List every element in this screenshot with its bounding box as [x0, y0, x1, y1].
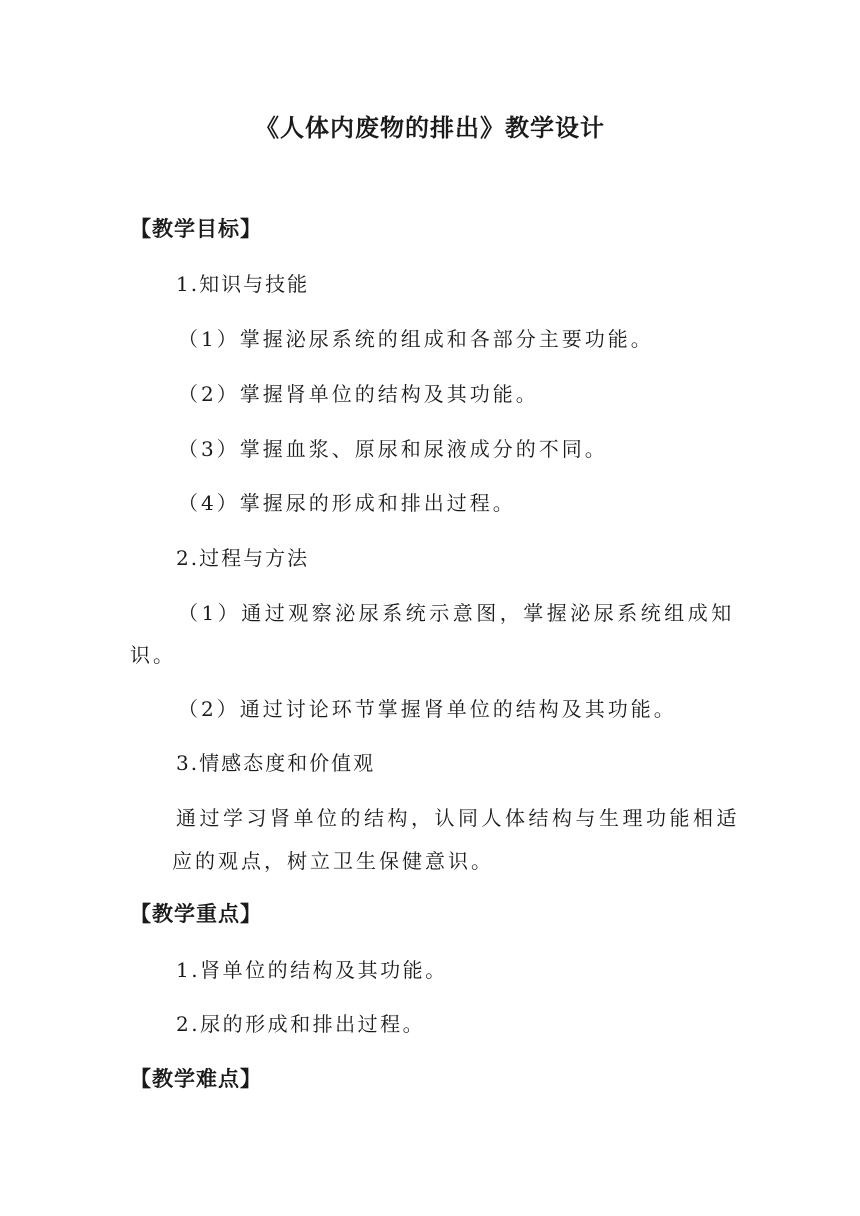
document-title: 《人体内废物的排出》教学设计 [255, 114, 605, 142]
process-item-line: 识。 [130, 643, 176, 667]
subsection-knowledge: 1.知识与技能 [176, 272, 310, 296]
knowledge-item: （4）掌握尿的形成和排出过程。 [178, 491, 516, 515]
section-heading-difficulties: 【教学难点】 [130, 1067, 262, 1091]
knowledge-item: （1）掌握泌尿系统的组成和各部分主要功能。 [178, 327, 654, 351]
subsection-process: 2.过程与方法 [176, 546, 310, 570]
section-heading-key-points: 【教学重点】 [130, 902, 262, 926]
emotion-line: 应的观点，树立卫生保健意识。 [172, 849, 494, 873]
knowledge-item: （2）掌握肾单位的结构及其功能。 [178, 382, 539, 406]
subsection-emotion: 3.情感态度和价值观 [176, 751, 376, 775]
process-item-line: （1）通过观察泌尿系统示意图，掌握泌尿系统组成知 [178, 601, 735, 625]
section-heading-objectives: 【教学目标】 [130, 217, 262, 241]
knowledge-item: （3）掌握血浆、原尿和尿液成分的不同。 [178, 437, 608, 461]
key-point-item: 1.肾单位的结构及其功能。 [176, 958, 448, 982]
key-point-item: 2.尿的形成和排出过程。 [176, 1012, 426, 1036]
emotion-line: 通过学习肾单位的结构，认同人体结构与生理功能相适 [176, 806, 740, 830]
process-item: （2）通过讨论环节掌握肾单位的结构及其功能。 [178, 697, 677, 721]
